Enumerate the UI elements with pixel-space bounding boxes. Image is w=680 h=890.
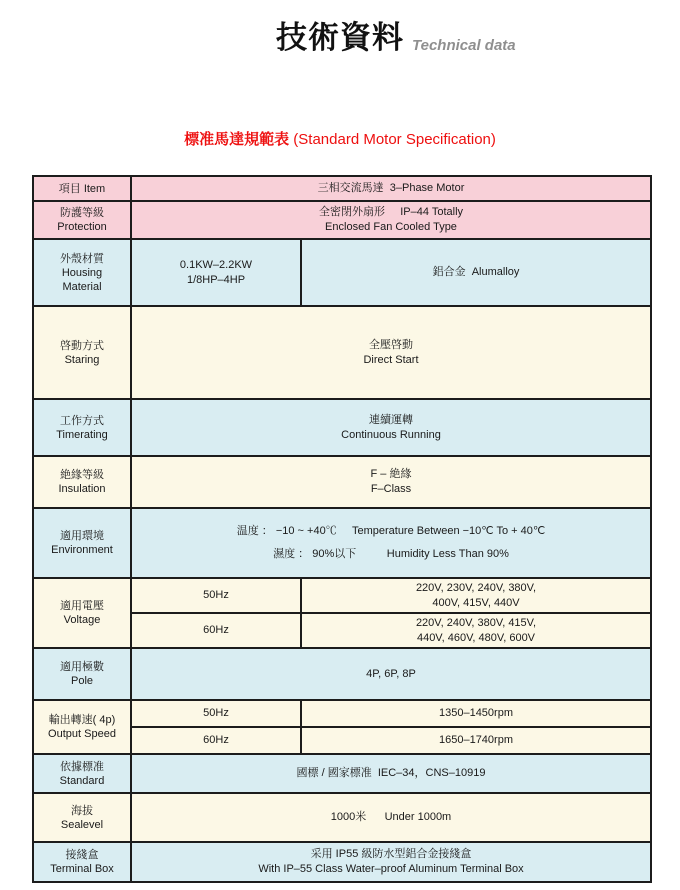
terminal-box-value-line1: 采用 IP55 級防水型鋁合金接綫盒 bbox=[310, 848, 472, 860]
row-housing-label-en1: Housing bbox=[61, 266, 103, 279]
row-item-value: 三相交流馬達 3–Phase Motor bbox=[131, 176, 651, 201]
row-insulation-label-zh: 絶緣等級 bbox=[60, 469, 104, 481]
environment-humidity: 濕度 ： 90%以下 Humidity Less Than 90% bbox=[273, 548, 509, 560]
row-protection-label bbox=[33, 201, 131, 239]
row-standard-label bbox=[33, 754, 131, 793]
voltage-freq-60: 60Hz bbox=[131, 613, 301, 648]
row-housing-label bbox=[33, 239, 131, 306]
row-output-speed-label-zh: 輸出轉速( 4p) bbox=[48, 714, 116, 726]
row-sealevel-label bbox=[33, 793, 131, 842]
page-title-en: Technical data bbox=[412, 37, 516, 54]
row-voltage-50hz bbox=[33, 578, 651, 613]
row-starting-label-en: Staring bbox=[64, 353, 100, 366]
voltage-values-60 bbox=[301, 613, 651, 648]
row-voltage-label-zh: 適用電壓 bbox=[60, 600, 104, 612]
row-terminal-box-value bbox=[131, 842, 651, 882]
row-environment-value bbox=[131, 508, 651, 578]
voltage-values-50 bbox=[301, 578, 651, 613]
row-insulation-label-en: Insulation bbox=[58, 483, 106, 495]
row-item-label: 項目 Item bbox=[33, 176, 131, 201]
row-terminal-box-label-zh: 接綫盒 bbox=[65, 849, 99, 861]
row-terminal-box-label-en: Terminal Box bbox=[50, 863, 114, 875]
row-insulation-value bbox=[131, 456, 651, 508]
row-voltage-label-en: Voltage bbox=[63, 614, 101, 626]
row-insulation bbox=[33, 456, 651, 508]
row-starting bbox=[33, 306, 651, 399]
row-housing-value: 鋁合金 Alumalloy bbox=[301, 239, 651, 306]
row-environment bbox=[33, 508, 651, 578]
row-environment-label bbox=[33, 508, 131, 578]
row-sealevel-label-en: Sealevel bbox=[60, 818, 104, 831]
row-terminal-box-label bbox=[33, 842, 131, 882]
timerating-value-en: Continuous Running bbox=[341, 428, 441, 441]
row-sealevel-value: 1000米 Under 1000m bbox=[131, 793, 651, 842]
row-pole bbox=[33, 648, 651, 700]
row-timerating-label bbox=[33, 399, 131, 456]
subtitle-zh: 標准馬達規範表 bbox=[184, 131, 290, 148]
row-item bbox=[33, 176, 651, 201]
starting-value-zh: 全壓啓動 bbox=[369, 338, 413, 351]
row-environment-label-en: Environment bbox=[51, 544, 113, 556]
row-standard-value: 國標 / 國家標准 IEC–34，CNS–10919 bbox=[131, 754, 651, 793]
row-starting-label bbox=[33, 306, 131, 399]
row-standard bbox=[33, 754, 651, 793]
output-speed-freq-50: 50Hz bbox=[131, 700, 301, 727]
page-title-zh: 技術資料 bbox=[276, 20, 404, 55]
row-voltage-label bbox=[33, 578, 131, 648]
housing-range-kw: 0.1KW–2.2KW bbox=[179, 258, 253, 271]
row-timerating-value bbox=[131, 399, 651, 456]
row-protection-value bbox=[131, 201, 651, 239]
motor-spec-table bbox=[32, 175, 652, 883]
protection-value-line2: Enclosed Fan Cooled Type bbox=[325, 221, 457, 233]
starting-value-en: Direct Start bbox=[363, 353, 419, 366]
row-housing-range bbox=[131, 239, 301, 306]
subtitle-en: (Standard Motor Specification) bbox=[289, 131, 496, 148]
row-starting-value bbox=[131, 306, 651, 399]
page-title-wrap bbox=[276, 12, 516, 57]
row-output-speed-label-en: Output Speed bbox=[48, 728, 116, 740]
timerating-value-zh: 連續運轉 bbox=[369, 413, 413, 426]
row-housing-label-en2: Material bbox=[62, 280, 102, 293]
row-output-speed-label bbox=[33, 700, 131, 754]
row-starting-label-zh: 啓動方式 bbox=[60, 339, 104, 352]
row-sealevel-label-zh: 海拔 bbox=[71, 804, 93, 817]
row-protection bbox=[33, 201, 651, 239]
row-housing bbox=[33, 239, 651, 306]
row-sealevel bbox=[33, 793, 651, 842]
row-insulation-label bbox=[33, 456, 131, 508]
output-speed-freq-60: 60Hz bbox=[131, 727, 301, 754]
terminal-box-value-line2: With IP–55 Class Water–proof Aluminum Terminal Box bbox=[258, 863, 524, 875]
voltage-freq-50: 50Hz bbox=[131, 578, 301, 613]
output-speed-value-50: 1350–1450rpm bbox=[301, 700, 651, 727]
row-timerating-label-en: Timerating bbox=[56, 428, 108, 441]
row-pole-value: 4P, 6P, 8P bbox=[131, 648, 651, 700]
row-terminal-box bbox=[33, 842, 651, 882]
voltage-values-60-line2: 440V, 460V, 480V, 600V bbox=[416, 631, 536, 644]
voltage-values-50-line2: 400V, 415V, 440V bbox=[432, 596, 520, 609]
row-environment-label-zh: 適用環境 bbox=[60, 530, 104, 542]
row-pole-label-en: Pole bbox=[70, 675, 94, 687]
row-standard-label-zh: 依據標准 bbox=[60, 760, 104, 773]
row-housing-label-zh: 外殼材質 bbox=[60, 252, 104, 265]
voltage-values-50-line1: 220V, 230V, 240V, 380V, bbox=[415, 581, 537, 594]
environment-temperature: 温度 ： −10 ~ +40℃ Temperature Between −10℃ To + 40℃ bbox=[236, 525, 546, 537]
row-output-speed-50hz bbox=[33, 700, 651, 727]
row-timerating-label-zh: 工作方式 bbox=[60, 414, 104, 427]
housing-range-hp: 1/8HP–4HP bbox=[186, 273, 246, 286]
output-speed-value-60: 1650–1740rpm bbox=[301, 727, 651, 754]
insulation-value-zh: F – 絶緣 bbox=[370, 468, 412, 480]
section-subtitle bbox=[0, 128, 680, 149]
row-pole-label bbox=[33, 648, 131, 700]
row-timerating bbox=[33, 399, 651, 456]
protection-value-line1: 全密閉外扇形 IP–44 Totally bbox=[318, 206, 464, 218]
row-standard-label-en: Standard bbox=[59, 774, 105, 787]
voltage-values-60-line1: 220V, 240V, 380V, 415V, bbox=[415, 616, 537, 629]
insulation-value-en: F–Class bbox=[370, 483, 412, 495]
row-pole-label-zh: 適用極數 bbox=[60, 661, 104, 673]
row-protection-label-zh: 防護等級 bbox=[60, 207, 104, 219]
row-protection-label-en: Protection bbox=[57, 221, 107, 233]
page-title bbox=[0, 12, 680, 57]
